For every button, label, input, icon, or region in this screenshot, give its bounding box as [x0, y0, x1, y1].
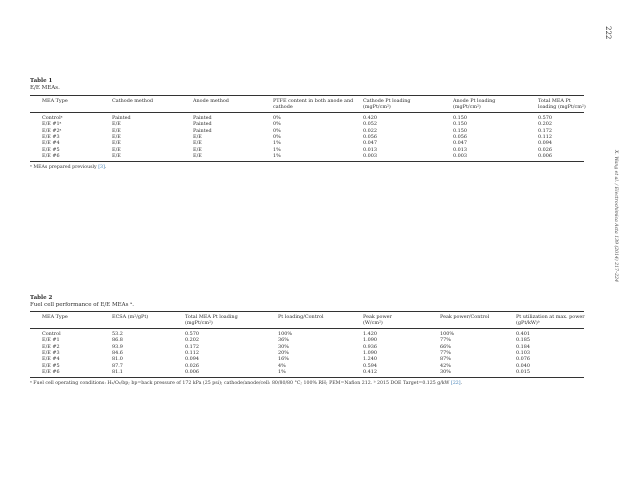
- table1-cell: E/E #6: [42, 152, 60, 159]
- table1-cell: E/E: [112, 133, 121, 140]
- table2-cell: 30%: [440, 368, 451, 375]
- table2-cell: 36%: [278, 337, 289, 344]
- table2-cell: 0.594: [363, 362, 378, 369]
- table1-cell: 0.056: [363, 133, 378, 140]
- table1-col-anode-pt-loading: Anode Pt loading (mgPt/cm²): [453, 98, 496, 111]
- table1-cell: E/E #3: [42, 133, 60, 140]
- table1-col-anode-method: Anode method: [193, 98, 229, 104]
- table2-cell: 16%: [278, 356, 289, 363]
- table1-top-rule: [30, 95, 584, 96]
- page-number: 222: [604, 26, 612, 40]
- table1-cell: E/E: [112, 140, 121, 147]
- table1-cell: 0.420: [363, 115, 378, 121]
- table1-cell: E/E #5: [42, 146, 60, 153]
- table1-cell: 0%: [273, 133, 281, 140]
- table1-cell: 1%: [273, 152, 281, 159]
- table2-cell: 30%: [278, 343, 289, 350]
- table2-cell: 0.026: [185, 362, 200, 369]
- table1-cell: 0.013: [453, 146, 468, 153]
- table2-cell: E/E #1: [42, 337, 60, 344]
- table2-cell: 93.9: [112, 343, 123, 350]
- table2-cell: 0.006: [185, 368, 200, 375]
- table1-col-cathode-method: Cathode method: [112, 98, 154, 104]
- table1-cell: 0.094: [538, 140, 553, 147]
- table2-cell: 66%: [440, 343, 451, 350]
- table2-cell: 0.570: [185, 331, 200, 337]
- table2-cell: 1.090: [363, 337, 378, 344]
- table1-footnote: [30, 165, 106, 170]
- table2-cell: 86.8: [112, 337, 123, 344]
- table2-cell: E/E #4: [42, 356, 60, 363]
- table2-top-rule: [30, 311, 584, 312]
- table1-cell: 0.026: [538, 146, 553, 153]
- table2-cell: 0.412: [363, 368, 378, 375]
- table1-cell: 0%: [273, 121, 281, 128]
- table1-cell: Painted: [193, 127, 212, 134]
- table2-cell: 1.090: [363, 349, 378, 356]
- table2-cell: 42%: [440, 362, 451, 369]
- table1-cell: 0%: [273, 127, 281, 134]
- table1-cell: 0.003: [363, 152, 378, 159]
- table2-title: Fuel cell performance of E/E MEAs ᵃ.: [30, 302, 135, 308]
- table1-bottom-rule: [30, 161, 584, 162]
- table2-cell: 0.172: [185, 343, 200, 350]
- table2-footnote: [30, 381, 462, 386]
- table1-footnote-mark: ᵃ: [30, 165, 32, 170]
- table2-col-ecsa: ECSA (m²/gPt): [112, 314, 149, 320]
- running-head: X. Wang et al. / Electrochimica Acta 139 (2014) 217–224: [613, 150, 618, 283]
- table2-cell: E/E #2: [42, 343, 60, 350]
- table1-cell: E/E: [112, 127, 121, 134]
- table2-cell: 87.7: [112, 362, 123, 369]
- table1-cell: Controlᵃ: [42, 115, 63, 121]
- table2-cell: 0.076: [516, 356, 531, 363]
- table1-cell: E/E: [193, 140, 202, 147]
- table2-cell: 81.0: [112, 356, 123, 363]
- table1-col-total-pt-loading: Total MEA Pt loading (mgPt/cm²): [538, 98, 586, 111]
- table1-cell: 0.150: [453, 127, 468, 134]
- table2-cell: 0.184: [516, 343, 531, 350]
- table1-col-cathode-pt-loading: Cathode Pt loading (mgPt/cm²): [363, 98, 411, 111]
- table2-cell: 84.6: [112, 349, 123, 356]
- table1-cell: E/E #2ᵃ: [42, 127, 62, 134]
- table1-cell: 0.570: [538, 115, 553, 121]
- table2-cell: 0.112: [185, 349, 200, 356]
- table2-cell: 0.040: [516, 362, 531, 369]
- table2-cell: 0.401: [516, 331, 531, 337]
- table2-cell: 1%: [278, 368, 286, 375]
- table2-cell: 4%: [278, 362, 286, 369]
- table1-cell: 0%: [273, 115, 281, 121]
- table1-header-rule: [30, 112, 584, 113]
- table2-col-pt-loading-control: Pt loading/Control: [278, 314, 324, 320]
- table1-col-mea-type: MEA Type: [42, 98, 68, 104]
- table1-footnote-text: MEAs prepared previously: [33, 165, 99, 170]
- table2-cell: 1.240: [363, 356, 378, 363]
- table2-header-rule: [30, 328, 584, 329]
- table1-cell: E/E: [112, 152, 121, 159]
- table1-cell: E/E: [112, 121, 121, 128]
- table1-cell: 0.013: [363, 146, 378, 153]
- table2-cell: 100%: [278, 331, 292, 337]
- table2-cell: 77%: [440, 337, 451, 344]
- table2-cell: 0.185: [516, 337, 531, 344]
- table2-col-total-pt-loading: Total MEA Pt loading (mgPt/cm²): [185, 314, 238, 327]
- table1-cell: 1%: [273, 146, 281, 153]
- table1-cell: 0.150: [453, 115, 468, 121]
- table1-cell: E/E: [193, 152, 202, 159]
- table1-cell: E/E #1ᵃ: [42, 121, 62, 128]
- table2-cell: 20%: [278, 349, 289, 356]
- table1-footnote-end: .: [104, 165, 107, 170]
- table2-col-peak-power-control: Peak power/Control: [440, 314, 490, 320]
- table2-footnote-end: .: [460, 381, 463, 386]
- table2-cell: 0.015: [516, 368, 531, 375]
- table1-cell: E/E: [193, 146, 202, 153]
- table1-cell: 0.003: [453, 152, 468, 159]
- table2-cell: 87%: [440, 356, 451, 363]
- table1-col-ptfe-content: PTFE content in both anode and cathode: [273, 98, 354, 111]
- table2-col-peak-power: Peak power (W/cm²): [363, 314, 392, 327]
- table2-cell: E/E #6: [42, 368, 60, 375]
- table1-cell: 0.056: [453, 133, 468, 140]
- table2-bottom-rule: [30, 377, 584, 378]
- table1-cell: 0.150: [453, 121, 468, 128]
- table1-cell: 0.047: [453, 140, 468, 147]
- table1-cell: Painted: [193, 115, 212, 121]
- table2-cell: 0.094: [185, 356, 200, 363]
- table1-cell: 1%: [273, 140, 281, 147]
- table1-cell: E/E #4: [42, 140, 60, 147]
- table2-caption: [30, 295, 134, 309]
- table2-cell: 81.1: [112, 368, 123, 375]
- table2-cell: 0.103: [516, 349, 531, 356]
- table2-footnote-citation-link[interactable]: [22]: [450, 381, 461, 386]
- table2-cell: E/E #3: [42, 349, 60, 356]
- table1-cell: 0.047: [363, 140, 378, 147]
- table2-cell: 77%: [440, 349, 451, 356]
- table2-cell: Control: [42, 331, 61, 337]
- table2-cell: 100%: [440, 331, 454, 337]
- table1-label: Table 1: [30, 78, 53, 84]
- table1-cell: 0.202: [538, 121, 553, 128]
- table2-cell: 0.202: [185, 337, 200, 344]
- table1-cell: 0.172: [538, 127, 553, 134]
- table1-cell: E/E: [193, 133, 202, 140]
- table1-cell: Painted: [112, 115, 131, 121]
- table1-caption: [30, 78, 60, 92]
- table1-cell: 0.112: [538, 133, 553, 140]
- table2-col-pt-utilization: Pt utilization at max. power (gPt/kW)ᵇ: [516, 314, 585, 327]
- table1-cell: Painted: [193, 121, 212, 128]
- table2-label: Table 2: [30, 295, 53, 301]
- table2-cell: 53.2: [112, 331, 123, 337]
- table1-cell: E/E: [112, 146, 121, 153]
- table2-footnote-text: ᵃ Fuel cell operating conditions: H₂/O₂/bp; bp=back pressure of 172 kPa (25 psi); cathode/anode/cell: 80/80/80 °C; 100% RH; PEM=Nafion 212. ᵇ 2015 DOE Target=0.125 g/kW: [30, 381, 451, 386]
- table1-cell: 0.006: [538, 152, 553, 159]
- table1-cell: 0.052: [363, 121, 378, 128]
- table2-cell: 1.420: [363, 331, 378, 337]
- table2-col-mea-type: MEA Type: [42, 314, 68, 320]
- table1-cell: 0.022: [363, 127, 378, 134]
- table2-cell: E/E #5: [42, 362, 60, 369]
- table1-title: E/E MEAs.: [30, 85, 60, 91]
- table1-footnote-citation-link[interactable]: [3]: [98, 165, 105, 170]
- table2-cell: 0.936: [363, 343, 378, 350]
